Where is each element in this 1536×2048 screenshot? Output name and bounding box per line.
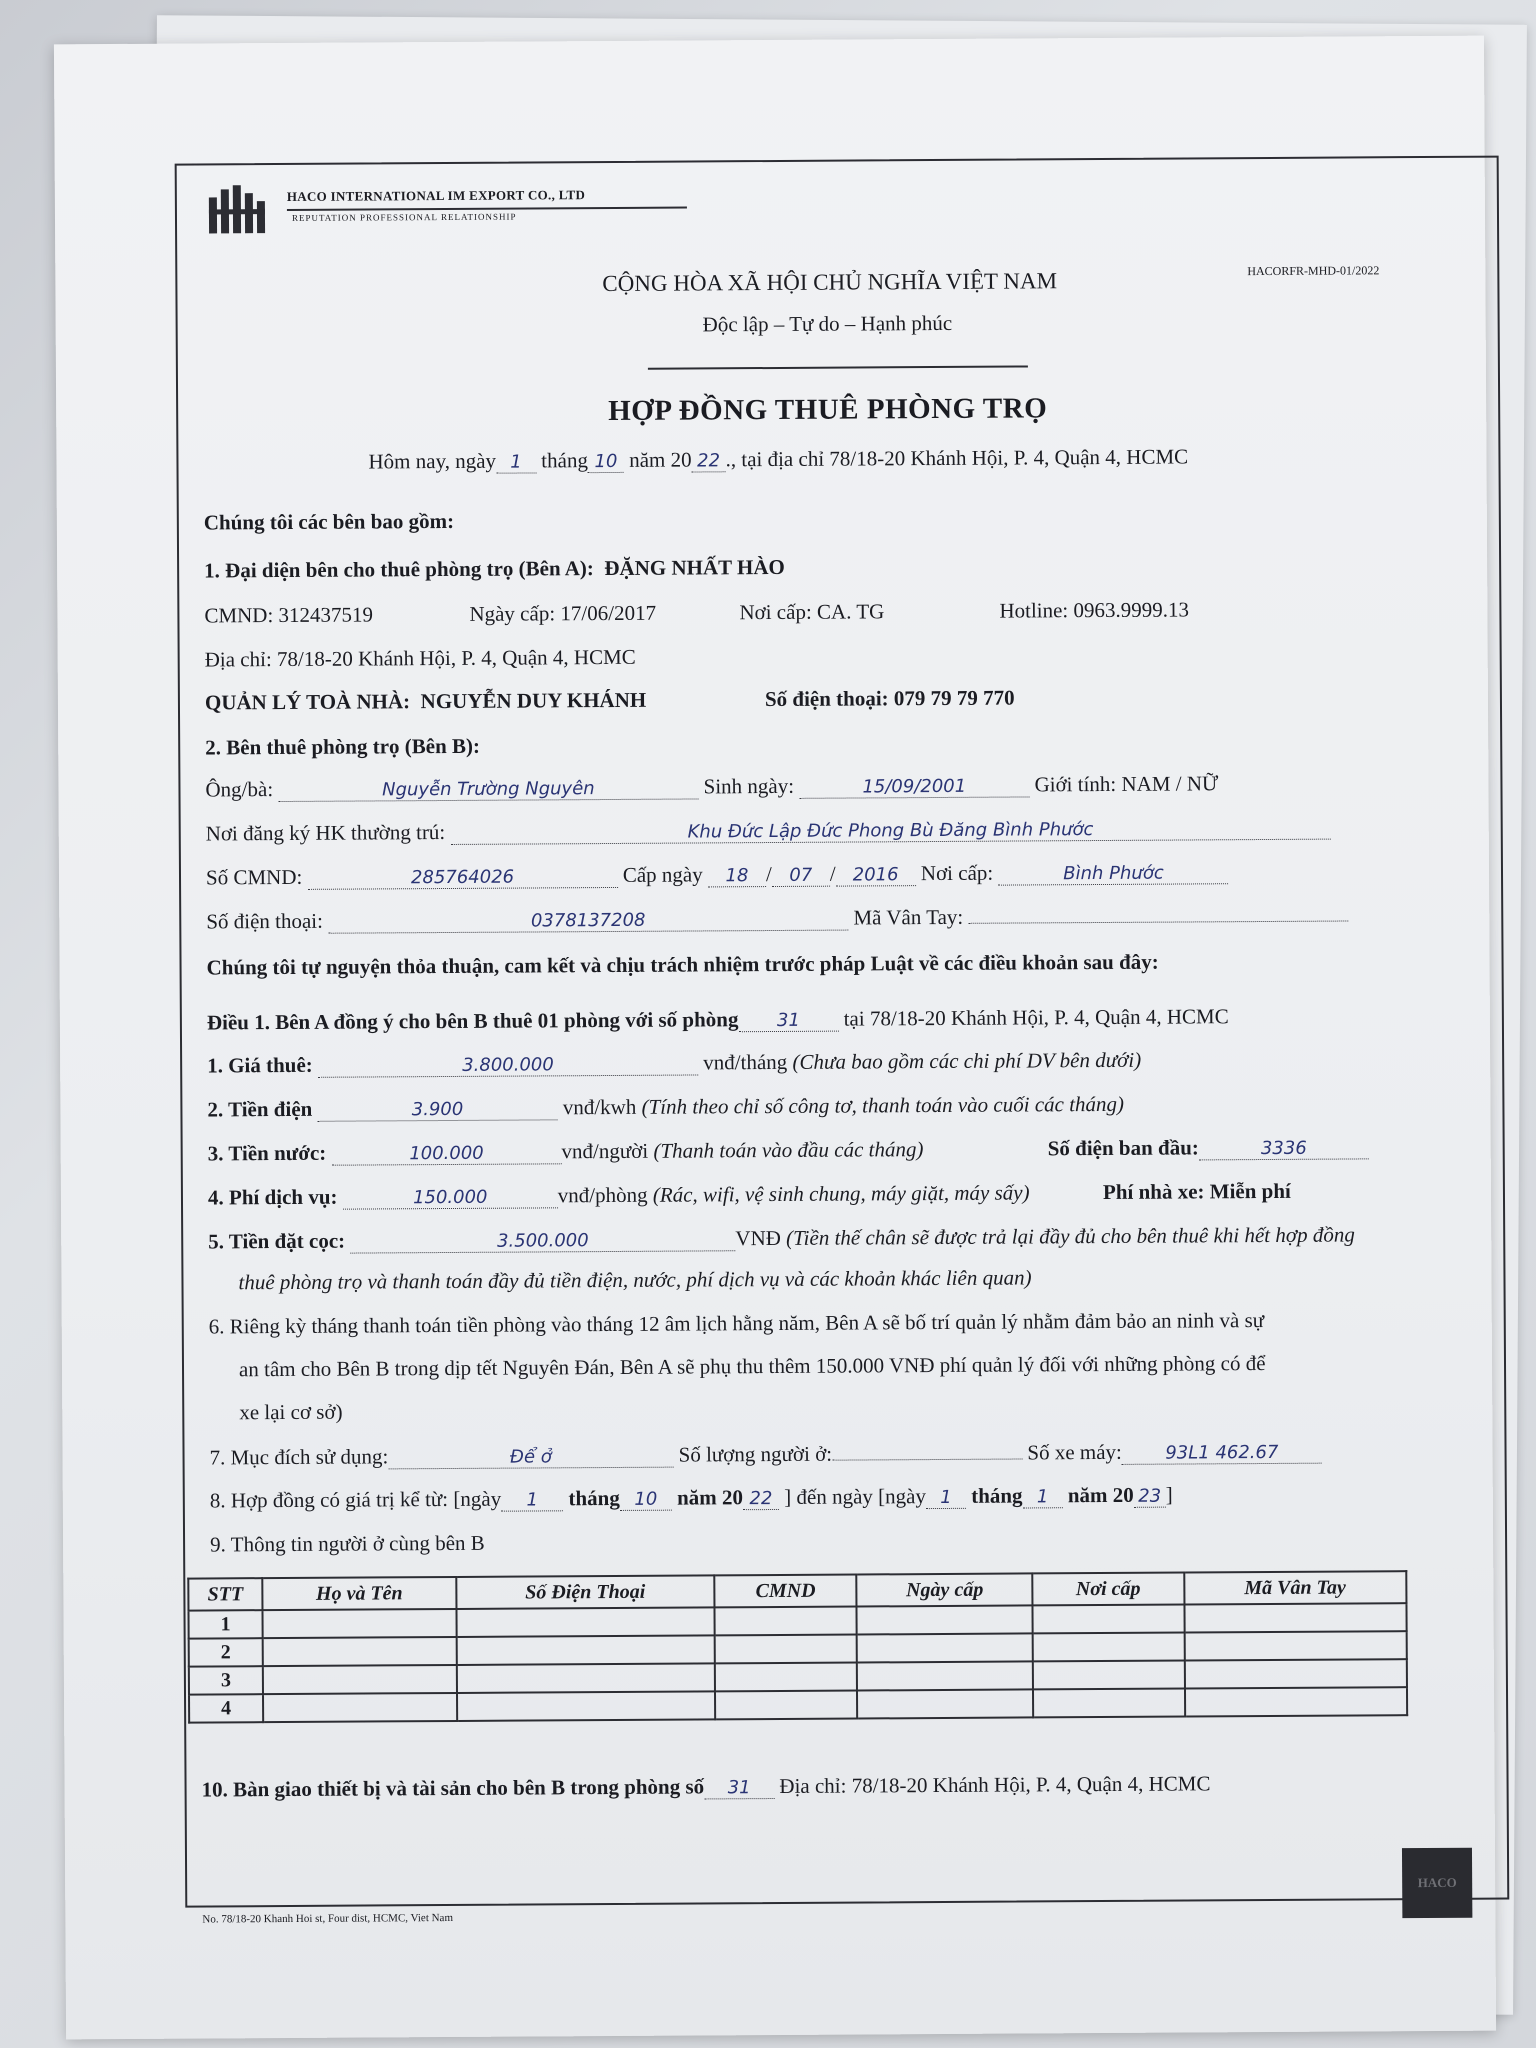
building-manager: QUẢN LÝ TOÀ NHÀ: NGUYỄN DUY KHÁNH <box>204 687 647 715</box>
table-row: 1 <box>188 1603 1406 1638</box>
party-b-hk-line: Nơi đăng ký HK thường trú: Khu Đức Lập Đức Phong Bù Đăng Bình Phước <box>206 815 1331 847</box>
table-row: 3 <box>189 1659 1407 1694</box>
deposit-note: thuê phòng trọ và thanh toán đầy đủ tiền điện, nước, phí dịch vụ và các khoản khác liên quan) <box>238 1265 1032 1295</box>
party-a-address: Địa chỉ: 78/18-20 Khánh Hội, P. 4, Quận 4, HCMC <box>204 644 636 672</box>
col-stt: STT <box>188 1578 262 1610</box>
party-b-phone: 0378137208 <box>328 910 848 934</box>
deposit-line: 5. Tiền đặt cọc: 3.500.000 VNĐ (Tiền thế chân sẽ được trả lại đầy đủ cho bên thuê khi hết hợp đồng <box>208 1222 1355 1254</box>
col-fingerprint: Mã Vân Tay <box>1184 1571 1407 1604</box>
occupants-table <box>187 1570 1408 1723</box>
parties-heading: Chúng tôi các bên bao gồm: <box>203 508 455 535</box>
parking-fee: Phí nhà xe: Miễn phí <box>1102 1178 1291 1204</box>
tet-clause-2: an tâm cho Bên B trong dịp tết Nguyên Đán, Bên A sẽ phụ thu thêm 150.000 VNĐ phí quản lý đối với những phòng có để <box>238 1351 1266 1382</box>
col-name: Họ và Tên <box>262 1577 456 1610</box>
company-name: HACO INTERNATIONAL IM EXPORT CO., LTD <box>286 187 586 204</box>
contract-page <box>54 36 1496 2040</box>
tet-clause-3: xe lại cơ sở) <box>239 1399 343 1425</box>
document-title: HỢP ĐỒNG THUÊ PHÒNG TRỌ <box>608 392 1048 428</box>
service-fee: 150.000 <box>343 1187 558 1209</box>
party-b-hk: Khu Đức Lập Đức Phong Bù Đăng Bình Phước <box>450 819 1330 845</box>
room-number: 31 <box>738 1011 838 1032</box>
contract-frame <box>175 156 1510 1926</box>
motto-divider <box>648 365 1028 369</box>
party-b-fingerprint <box>968 902 1348 923</box>
party-a-name: ĐẶNG NHẤT HÀO <box>604 554 785 581</box>
party-b-id-line: Số CMND: 285764026 Cấp ngày 18 / 07 / 2016 Nơi cấp: Bình Phước <box>206 859 1229 890</box>
col-id: CMND <box>714 1575 857 1608</box>
company-logo-icon <box>207 183 277 235</box>
col-phone: Số Điện Thoại <box>456 1575 714 1609</box>
service-line: 4. Phí dịch vụ: 150.000 vnđ/phòng (Rác, wifi, vệ sinh chung, máy giặt, máy sấy) <box>207 1180 1030 1210</box>
rent-line: 1. Giá thuê: 3.800.000 vnđ/tháng (Chưa bao gồm các chi phí DV bên dưới) <box>207 1047 1142 1078</box>
intro-year: 22 <box>692 451 726 472</box>
party-a-issue-place: Nơi cấp: CA. TG <box>739 599 885 625</box>
party-b-name-line: Ông/bà: Nguyễn Trường Nguyên Sinh ngày: 15/09/2001 Giới tính: NAM / NỮ <box>205 771 1219 802</box>
col-issue-place: Nơi cấp <box>1032 1573 1184 1606</box>
manager-phone: Số điện thoại: 079 79 79 770 <box>764 685 1015 712</box>
document-code: HACORFR-MHD-01/2022 <box>1247 263 1380 279</box>
party-b-heading: 2. Bên thuê phòng trọ (Bên B): <box>205 733 481 760</box>
water-price: 100.000 <box>331 1143 561 1165</box>
purpose-line: 7. Mục đích sử dụng: Để ở Số lượng người ở: Số xe máy: 93L1 462.67 <box>209 1439 1321 1471</box>
people-count <box>832 1440 1022 1460</box>
party-b-id: 285764026 <box>307 867 617 890</box>
table-row: 2 <box>189 1631 1407 1666</box>
party-b-gender: NAM / NỮ <box>1121 771 1219 796</box>
validity-line: 8. Hợp đồng có giá trị kể từ: [ngày 1 tháng 10 năm 20 22 ] đến ngày [ngày 1 tháng 1 năm 20 23 ] <box>209 1482 1173 1513</box>
party-b-phone-line: Số điện thoại: 0378137208 Mã Vân Tay: <box>206 902 1348 934</box>
deposit-amount: 3.500.000 <box>350 1230 735 1253</box>
intro-day: 1 <box>496 452 536 473</box>
intro-line: Hôm nay, ngày 1 tháng 10 năm 20 22 ., tại địa chỉ 78/18-20 Khánh Hội, P. 4, Quận 4, HCMC <box>368 444 1189 474</box>
party-b-issue-place: Bình Phước <box>998 863 1228 885</box>
tet-clause-1: 6. Riêng kỳ tháng thanh toán tiền phòng vào tháng 12 âm lịch hằng năm, Bên A sẽ bố trí quản lý nhằm đảm bảo an ninh và sự <box>208 1308 1265 1339</box>
company-tagline: REPUTATION PROFESSIONAL RELATIONSHIP <box>291 211 517 223</box>
party-a-hotline: Hotline: 0963.9999.13 <box>999 597 1190 623</box>
cohabitants-heading: 9. Thông tin người ở cùng bên B <box>210 1530 485 1557</box>
party-b-dob: 15/09/2001 <box>799 776 1029 798</box>
party-a-heading: 1. Đại diện bên cho thuê phòng trọ (Bên A): ĐẶNG NHẤT HÀO <box>204 554 785 583</box>
table-row: 4 <box>189 1687 1407 1722</box>
meter-line: Số điện ban đầu: 3336 <box>1048 1134 1369 1161</box>
water-line: 3. Tiền nước: 100.000 vnđ/người (Thanh toán vào đầu các tháng) <box>207 1137 924 1166</box>
article-1: Điều 1. Bên A đồng ý cho bên B thuê 01 phòng với số phòng 31 tại 78/18-20 Khánh Hội, P. 4, Quận 4, HCMC <box>206 1004 1229 1035</box>
intro-month: 10 <box>588 452 624 473</box>
footer-address: No. 78/18-20 Khanh Hoi st, Four dist, HCMC, Viet Nam <box>202 1911 454 1926</box>
national-motto: Độc lập – Tự do – Hạnh phúc <box>702 310 953 337</box>
party-b-name: Nguyễn Trường Nguyên <box>278 778 698 801</box>
bike-plate: 93L1 462.67 <box>1122 1443 1322 1465</box>
purpose-value: Để ở <box>388 1447 673 1470</box>
electricity-price: 3.900 <box>317 1099 557 1121</box>
initial-meter: 3336 <box>1199 1138 1369 1160</box>
commitment-statement: Chúng tôi tự nguyện thỏa thuận, cam kết và chịu trách nhiệm trước pháp Luật về các điều khoản sau đây: <box>206 949 1159 980</box>
party-a-id: CMND: 312437519 <box>204 602 374 628</box>
handover-room: 31 <box>704 1778 774 1799</box>
col-issue-date: Ngày cấp <box>857 1573 1033 1606</box>
haco-stamp: HACO <box>1402 1848 1472 1918</box>
rent-amount: 3.800.000 <box>318 1054 698 1077</box>
logo-divider <box>287 207 687 211</box>
electricity-line: 2. Tiền điện 3.900 vnđ/kwh (Tính theo chỉ số công tơ, thanh toán vào cuối các tháng) <box>207 1091 1125 1122</box>
party-a-issue-date: Ngày cấp: 17/06/2017 <box>469 600 657 626</box>
handover-line: 10. Bàn giao thiết bị và tài sản cho bên B trong phòng số 31 Địa chỉ: 78/18-20 Khánh Hội, P. 4, Quận 4, HCMC <box>201 1771 1211 1802</box>
national-title: CỘNG HÒA XÃ HỘI CHỦ NGHĨA VIỆT NAM <box>602 268 1058 297</box>
